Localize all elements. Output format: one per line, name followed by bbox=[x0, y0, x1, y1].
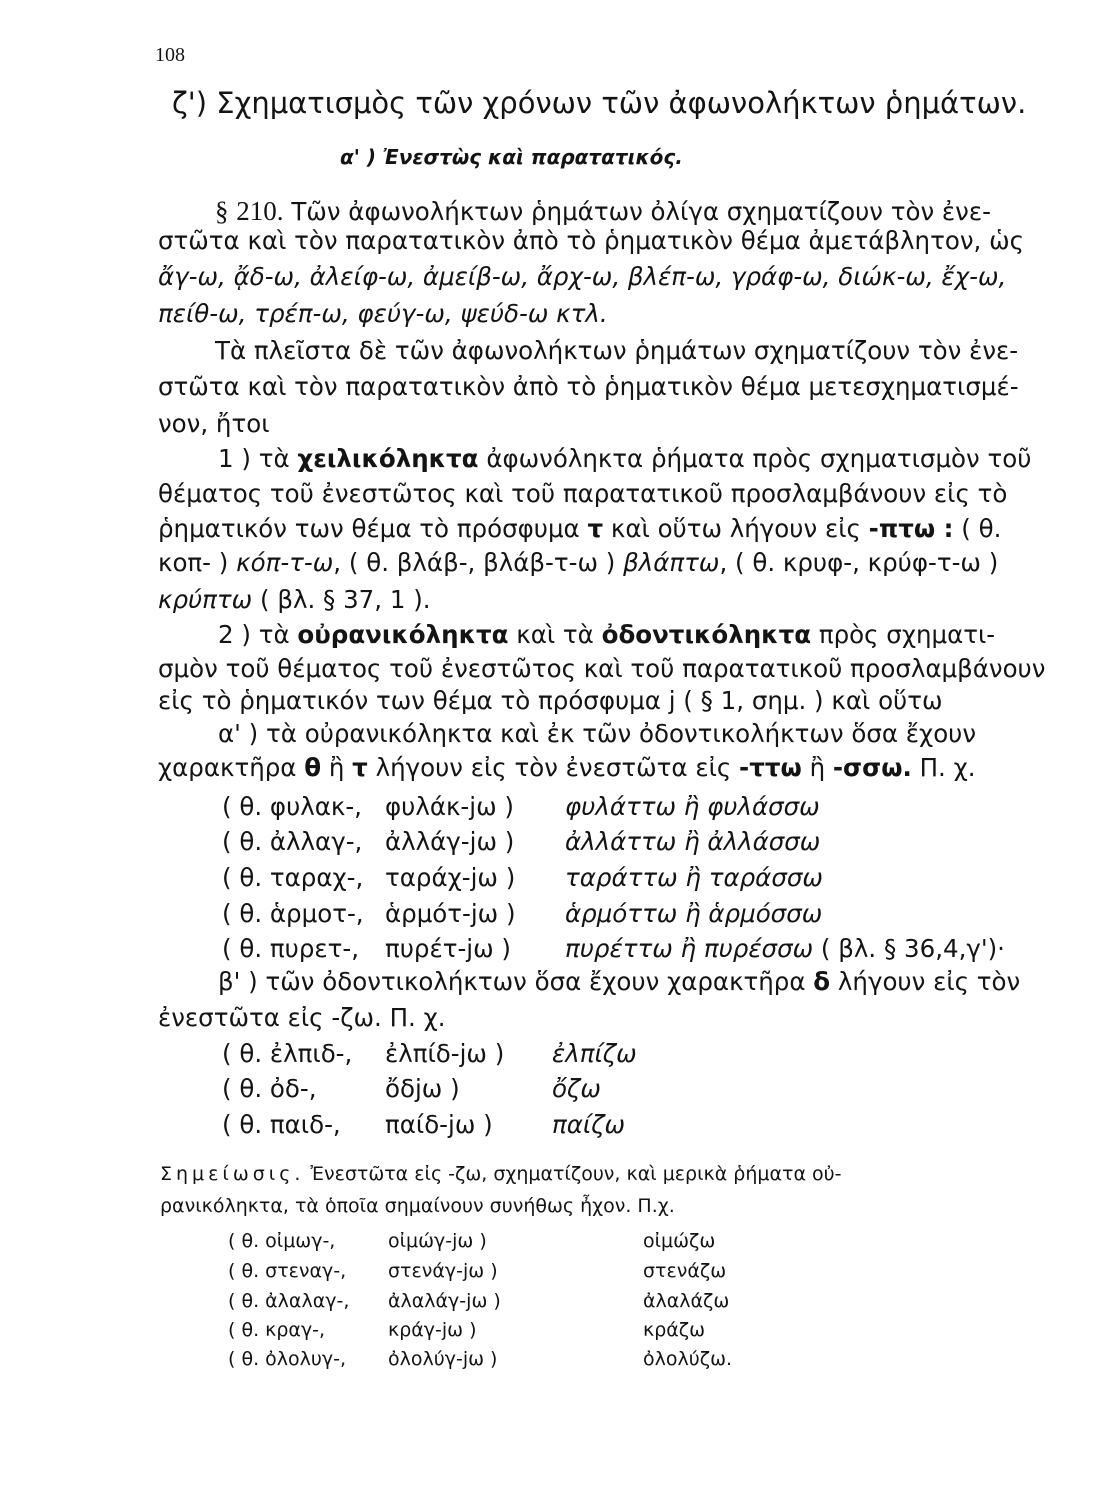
result-cell: παίζω bbox=[552, 1110, 626, 1139]
theme-cell: ( θ. ὀδ-, bbox=[222, 1074, 317, 1103]
paragraph-line bbox=[158, 548, 999, 577]
paragraph-line bbox=[158, 585, 431, 614]
paragraph-line: πείθ-ω, τρέπ-ω, φεύγ-ω, ψεύδ-ω κτλ. bbox=[158, 299, 608, 328]
italic-term: βλάπτω bbox=[623, 548, 720, 577]
theme-cell: ( θ. οἰμωγ-, bbox=[228, 1230, 336, 1252]
form-cell: ταράχ-jω ) bbox=[385, 863, 516, 892]
bold-term: -ττω bbox=[739, 753, 802, 782]
paragraph-line bbox=[218, 444, 1032, 473]
text: , ( θ. κρυφ-, κρύφ-τ-ω ) bbox=[719, 548, 999, 577]
paragraph-line bbox=[218, 620, 996, 649]
theme-cell: ( θ. ἐλπιδ-, bbox=[222, 1039, 353, 1068]
paragraph-line: εἰς τὸ ῥηματικόν των θέμα τὸ πρόσφυμα j ( § 1, σημ. ) καὶ οὕτω bbox=[158, 686, 943, 715]
result-cell: κράζω bbox=[643, 1319, 706, 1341]
paragraph-line: νον, ἤτοι bbox=[158, 409, 270, 438]
paragraph-line bbox=[158, 753, 976, 782]
text: κοπ- ) bbox=[158, 548, 237, 577]
text: ἢ bbox=[321, 753, 353, 782]
result-cell: ὀλολύζω. bbox=[643, 1348, 733, 1370]
page-number: 108 bbox=[155, 44, 185, 66]
text: ( θ. bbox=[953, 514, 1002, 543]
paragraph-line bbox=[158, 514, 1002, 543]
text: Τῶν ἀφωνολήκτων ῥημάτων ὀλίγα σχηματίζουν τὸν ἐνε- bbox=[283, 197, 991, 226]
text: Π. χ. bbox=[911, 753, 976, 782]
form-cell: ὄδjω ) bbox=[385, 1074, 460, 1103]
note-line bbox=[160, 1165, 842, 1184]
form-cell: παίδ-jω ) bbox=[385, 1110, 493, 1139]
bold-term: ὀδοντικόληκτα bbox=[601, 620, 812, 649]
bold-term: δ bbox=[813, 967, 831, 996]
result-cell: ὄζω bbox=[552, 1074, 601, 1103]
form-cell: ἐλπίδ-jω ) bbox=[385, 1039, 505, 1068]
text: χαρακτῆρα bbox=[158, 753, 305, 782]
result-cell: ταράττω ἢ ταράσσω bbox=[565, 863, 823, 892]
form-cell: στενάγ-jω ) bbox=[388, 1260, 498, 1282]
note-label: Σημείωσις. bbox=[160, 1163, 305, 1185]
result-cell: οἰμώζω bbox=[643, 1230, 716, 1252]
paragraph-line bbox=[218, 967, 1021, 996]
text: ( βλ. § 36,4,γ')· bbox=[813, 934, 1005, 963]
bold-term: θ bbox=[304, 753, 322, 782]
paragraph-line: στῶτα καὶ τὸν παρατατικὸν ἀπὸ τὸ ῥηματικὸν θέμα ἀμετάβλητον, ὡς bbox=[158, 226, 1024, 255]
theme-cell: ( θ. κραγ-, bbox=[228, 1319, 326, 1341]
section-mark: § bbox=[215, 196, 229, 226]
result-cell: φυλάττω ἢ φυλάσσω bbox=[565, 792, 820, 821]
text: λήγουν εἰς τὸν ἐνεστῶτα εἰς bbox=[367, 753, 740, 782]
result-cell: ἐλπίζω bbox=[552, 1039, 637, 1068]
text: ( βλ. § 37, 1 ). bbox=[252, 585, 431, 614]
result-cell bbox=[565, 934, 1005, 963]
text: ῥηματικόν των θέμα τὸ πρόσφυμα bbox=[158, 514, 588, 543]
form-cell: φυλάκ-jω ) bbox=[385, 792, 514, 821]
paragraph-line bbox=[215, 198, 991, 225]
theme-cell: ( θ. πυρετ-, bbox=[222, 934, 360, 963]
result-cell: στενάζω bbox=[643, 1260, 727, 1282]
theme-cell: ( θ. ἁρμοτ-, bbox=[222, 899, 364, 928]
theme-cell: ( θ. στεναγ-, bbox=[228, 1260, 347, 1282]
text: , ( θ. βλάβ-, βλάβ-τ-ω ) bbox=[333, 548, 624, 577]
italic-term: πυρέττω ἢ πυρέσσω bbox=[565, 934, 814, 963]
italic-term: κόπ-τ-ω bbox=[236, 548, 334, 577]
text: λήγουν εἰς τὸν bbox=[830, 967, 1021, 996]
bold-term: χειλικόληκτα bbox=[297, 444, 479, 473]
text: καὶ οὕτω λήγουν εἰς bbox=[603, 514, 869, 543]
bold-term: τ bbox=[352, 753, 368, 782]
paragraph-line: ἄγ-ω, ᾄδ-ω, ἀλείφ-ω, ἀμείβ-ω, ἄρχ-ω, βλέπ-ω, γράφ-ω, διώκ-ω, ἔχ-ω, bbox=[158, 262, 1007, 291]
theme-cell: ( θ. φυλακ-, bbox=[222, 792, 362, 821]
theme-cell: ( θ. ταραχ-, bbox=[222, 863, 364, 892]
form-cell: οἰμώγ-jω ) bbox=[388, 1230, 487, 1252]
bold-term: οὐρανικόληκτα bbox=[297, 620, 509, 649]
form-cell: ὀλολύγ-jω ) bbox=[388, 1348, 498, 1370]
text: β' ) τῶν ὀδοντικολήκτων ὅσα ἔχουν χαρακτῆρα bbox=[218, 967, 814, 996]
form-cell: ἁρμότ-jω ) bbox=[385, 899, 516, 928]
paragraph-line: ἐνεστῶτα εἰς -ζω. Π. χ. bbox=[158, 1003, 446, 1032]
theme-cell: ( θ. ὀλολυγ-, bbox=[228, 1348, 347, 1370]
theme-cell: ( θ. ἀλαλαγ-, bbox=[228, 1290, 350, 1312]
note-line: ρανικόληκτα, τὰ ὁποῖα σημαίνουν συνήθως ἦχον. Π.χ. bbox=[160, 1195, 675, 1217]
theme-cell: ( θ. παιδ-, bbox=[222, 1110, 341, 1139]
paragraph-line: στῶτα καὶ τὸν παρατατικὸν ἀπὸ τὸ ῥηματικὸν θέμα μετεσχηματισμέ- bbox=[158, 372, 1019, 401]
text: πρὸς σχηματι- bbox=[811, 620, 996, 649]
text: καὶ τὰ bbox=[508, 620, 602, 649]
text: ἢ bbox=[801, 753, 833, 782]
italic-term: κρύπτω bbox=[158, 585, 253, 614]
chapter-title: ζ') Σχηματισμὸς τῶν χρόνων τῶν ἀφωνολήκτων ῥημάτων. bbox=[172, 86, 1027, 120]
text: 1 ) τὰ bbox=[218, 444, 298, 473]
bold-term: -πτω : bbox=[868, 514, 954, 543]
result-cell: ἀλλάττω ἢ ἀλλάσσω bbox=[565, 827, 821, 856]
bold-term: τ bbox=[587, 514, 604, 543]
result-cell: ἀλαλάζω bbox=[643, 1290, 730, 1312]
text: ἀφωνόληκτα ῥήματα πρὸς σχηματισμὸν τοῦ bbox=[478, 444, 1032, 473]
form-cell: κράγ-jω ) bbox=[388, 1319, 477, 1341]
result-cell: ἁρμόττω ἢ ἁρμόσσω bbox=[565, 899, 823, 928]
paragraph-line: θέματος τοῦ ἐνεστῶτος καὶ τοῦ παρατατικοῦ προσλαμβάνουν εἰς τὸ bbox=[158, 479, 1008, 508]
paragraph-line: α' ) τὰ οὐρανικόληκτα καὶ ἐκ τῶν ὀδοντικολήκτων ὅσα ἔχουν bbox=[218, 719, 977, 748]
section-subtitle: α' ) Ἐνεστὼς καὶ παρατατικός. bbox=[340, 145, 683, 169]
form-cell: πυρέτ-jω ) bbox=[385, 934, 511, 963]
theme-cell: ( θ. ἀλλαγ-, bbox=[222, 827, 363, 856]
form-cell: ἀλλάγ-jω ) bbox=[385, 827, 515, 856]
form-cell: ἀλαλάγ-jω ) bbox=[388, 1290, 501, 1312]
bold-term: -σσω. bbox=[832, 753, 912, 782]
paragraph-line: Τὰ πλεῖστα δὲ τῶν ἀφωνολήκτων ῥημάτων σχηματίζουν τὸν ἐνε- bbox=[215, 336, 1019, 365]
text: Ἐνεστῶτα εἰς -ζω, σχηματίζουν, καὶ μερικὰ ῥήματα οὐ- bbox=[304, 1163, 842, 1185]
text: 2 ) τὰ bbox=[218, 620, 298, 649]
paragraph-line: σμὸν τοῦ θέματος τοῦ ἐνεστῶτος καὶ τοῦ παρατατικοῦ προσλαμβάνουν bbox=[158, 654, 1046, 683]
section-number: 210. bbox=[236, 196, 284, 226]
